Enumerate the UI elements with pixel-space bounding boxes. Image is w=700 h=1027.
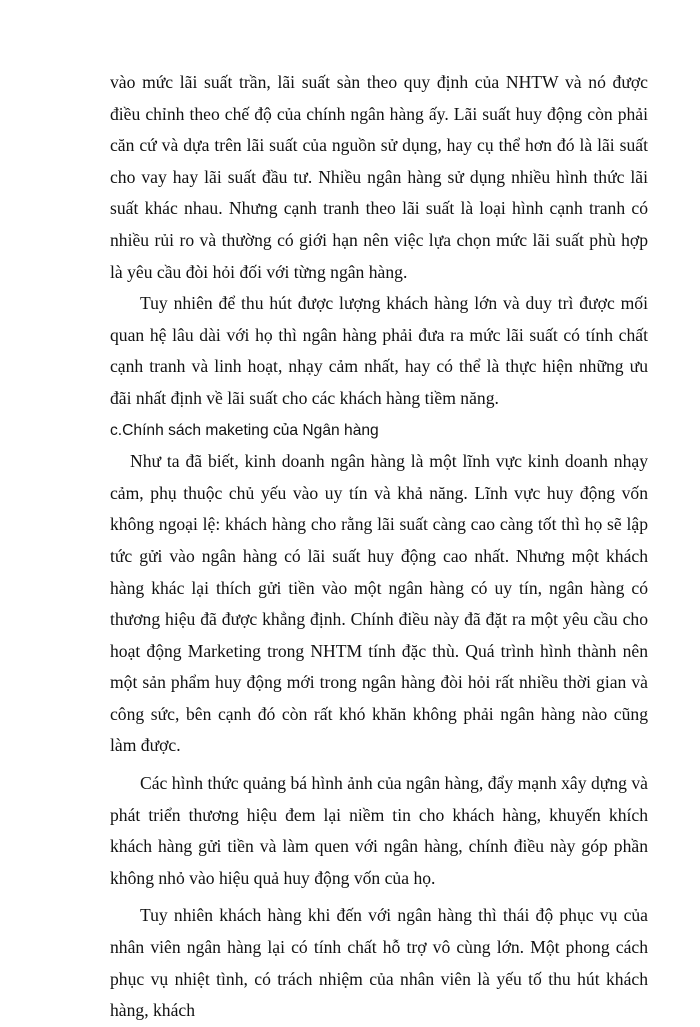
paragraph-5: Tuy nhiên khách hàng khi đến với ngân hàng thì thái độ phục vụ của nhân viên ngân hàng lại có tính chất hỗ trợ vô cùng lớn. Một phong cách phục vụ nhiệt tình, có trách nhiệm của nhân viên là yếu tố thu hút khách hàng, khách	[110, 905, 648, 1021]
paragraph-2: Tuy nhiên để thu hút được lượng khách hàng lớn và duy trì được mối quan hệ lâu dài với họ thì ngân hàng phải đưa ra mức lãi suất có tính chất cạnh tranh và linh hoạt, nhạy cảm nhất, hay có thể là thực hiện những ưu đãi nhất định về lãi suất cho các khách hàng tiềm năng.	[110, 293, 648, 408]
document-body	[110, 67, 648, 1027]
paragraph-4: Các hình thức quảng bá hình ảnh của ngân hàng, đẩy mạnh xây dựng và phát triển thương hiệu đem lại niềm tin cho khách hàng, khuyến khích khách hàng gửi tiền và làm quen với ngân hàng, chính điều này góp phần không nhỏ vào hiệu quả huy động vốn của họ.	[110, 773, 648, 888]
section-heading: c.Chính sách maketing của Ngân hàng	[110, 421, 379, 439]
paragraph-1: vào mức lãi suất trần, lãi suất sàn theo quy định của NHTW và nó được điều chỉnh theo chế độ của chính ngân hàng ấy. Lãi suất huy động còn phải căn cứ và dựa trên lãi suất của nguồn sử dụng, hay cụ thể hơn đó là lãi suất cho vay hay lãi suất đầu tư. Nhiều ngân hàng sử dụng nhiều hình thức lãi suất khác nhau. Nhưng cạnh tranh theo lãi suất là loại hình cạnh tranh có nhiều rủi ro và thường có giới hạn nên việc lựa chọn mức lãi suất phù hợp là yêu cầu đòi hỏi đối với từng ngân hàng.	[110, 72, 648, 282]
paragraph-3: Như ta đã biết, kinh doanh ngân hàng là một lĩnh vực kinh doanh nhạy cảm, phụ thuộc chủ yếu vào uy tín và khả năng. Lĩnh vực huy động vốn không ngoại lệ: khách hàng cho rằng lãi suất càng cao càng tốt thì họ sẽ lập tức gửi vào ngân hàng có lãi suất huy động cao nhất. Nhưng một khách hàng khác lại thích gửi tiền vào một ngân hàng có uy tín, ngân hàng có thương hiệu đã được khẳng định. Chính điều này đã đặt ra một yêu cầu cho hoạt động Marketing trong NHTM tính đặc thù. Quá trình hình thành nên một sản phẩm huy động mới trong ngân hàng đòi hỏi rất nhiều thời gian và công sức, bên cạnh đó còn rất khó khăn không phải ngân hàng nào cũng làm được.	[110, 451, 648, 756]
